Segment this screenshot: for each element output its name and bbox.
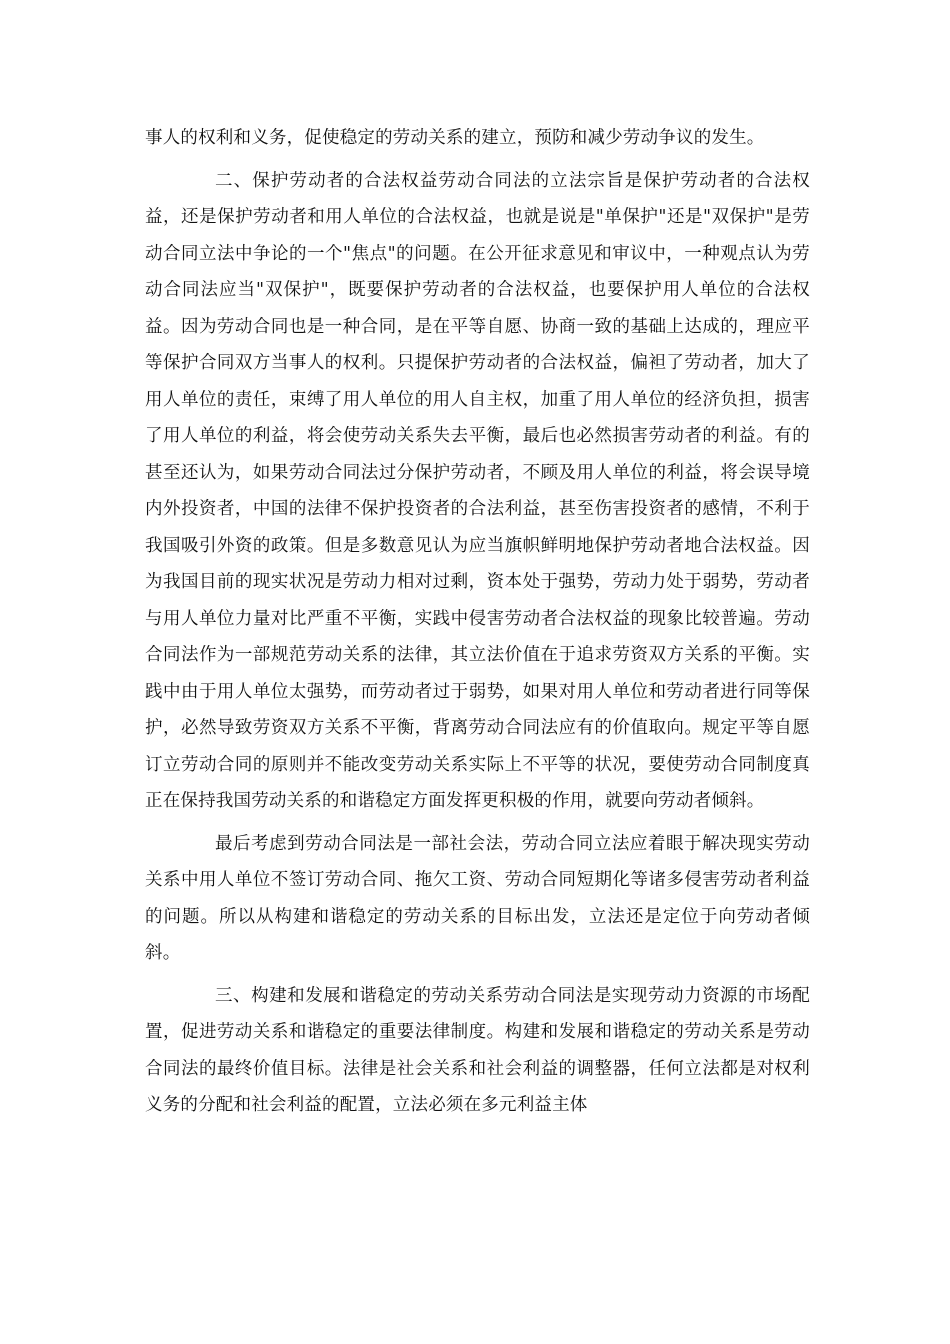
paragraph-section-two: 二、保护劳动者的合法权益劳动合同法的立法宗旨是保护劳动者的合法权益，还是保护劳动者和用人单位的合法权益，也就是说是"单保护"还是"双保护"是劳动合同立法中争论的一个"焦点"的问题。在公开征求意见和审议中，一种观点认为劳动合同法应当"双保护"，既要保护劳动者的合法权益，也要保护用人单位的合法权益。因为劳动合同也是一种合同，是在平等自愿、协商一致的基础上达成的，理应平等保护合同双方当事人的权利。只提保护劳动者的合法权益，偏袒了劳动者，加大了用人单位的责任，束缚了用人单位的用人自主权，加重了用人单位的经济负担，损害了用人单位的利益，将会使劳动关系失去平衡，最后也必然损害劳动者的利益。有的甚至还认为，如果劳动合同法过分保护劳动者，不顾及用人单位的利益，将会误导境内外投资者，中国的法律不保护投资者的合法利益，甚至伤害投资者的感情，不利于我国吸引外资的政策。但是多数意见认为应当旗帜鲜明地保护劳动者地合法权益。因为我国目前的现实状况是劳动力相对过剩，资本处于强势，劳动力处于弱势，劳动者与用人单位力量对比严重不平衡，实践中侵害劳动者合法权益的现象比较普遍。劳动合同法作为一部规范劳动关系的法律，其立法价值在于追求劳资双方关系的平衡。实践中由于用人单位太强势，而劳动者过于弱势，如果对用人单位和劳动者进行同等保护，必然导致劳资双方关系不平衡，背离劳动合同法应有的价值取向。规定平等自愿订立劳动合同的原则并不能改变劳动关系实际上不平等的状况，要使劳动合同制度真正在保持我国劳动关系的和谐稳定方面发挥更积极的作用，就要向劳动者倾斜。 xyxy=(145,170,810,811)
paragraph-section-three: 三、构建和发展和谐稳定的劳动关系劳动合同法是实现劳动力资源的市场配置，促进劳动关系和谐稳定的重要法律制度。构建和发展和谐稳定的劳动关系是劳动合同法的最终价值目标。法律是社会关系和社会利益的调整器，任何立法都是对权利义务的分配和社会利益的配置，立法必须在多元利益主体 xyxy=(145,985,810,1115)
paragraph-conclusion: 最后考虑到劳动合同法是一部社会法，劳动合同立法应着眼于解决现实劳动关系中用人单位不签订劳动合同、拖欠工资、劳动合同短期化等诸多侵害劳动者利益的问题。所以从构建和谐稳定的劳动关系的目标出发，立法还是定位于向劳动者倾斜。 xyxy=(145,833,810,963)
paragraph-continuation: 事人的权利和义务，促使稳定的劳动关系的建立，预防和减少劳动争议的发生。 xyxy=(145,128,765,148)
document-page xyxy=(145,120,810,1124)
